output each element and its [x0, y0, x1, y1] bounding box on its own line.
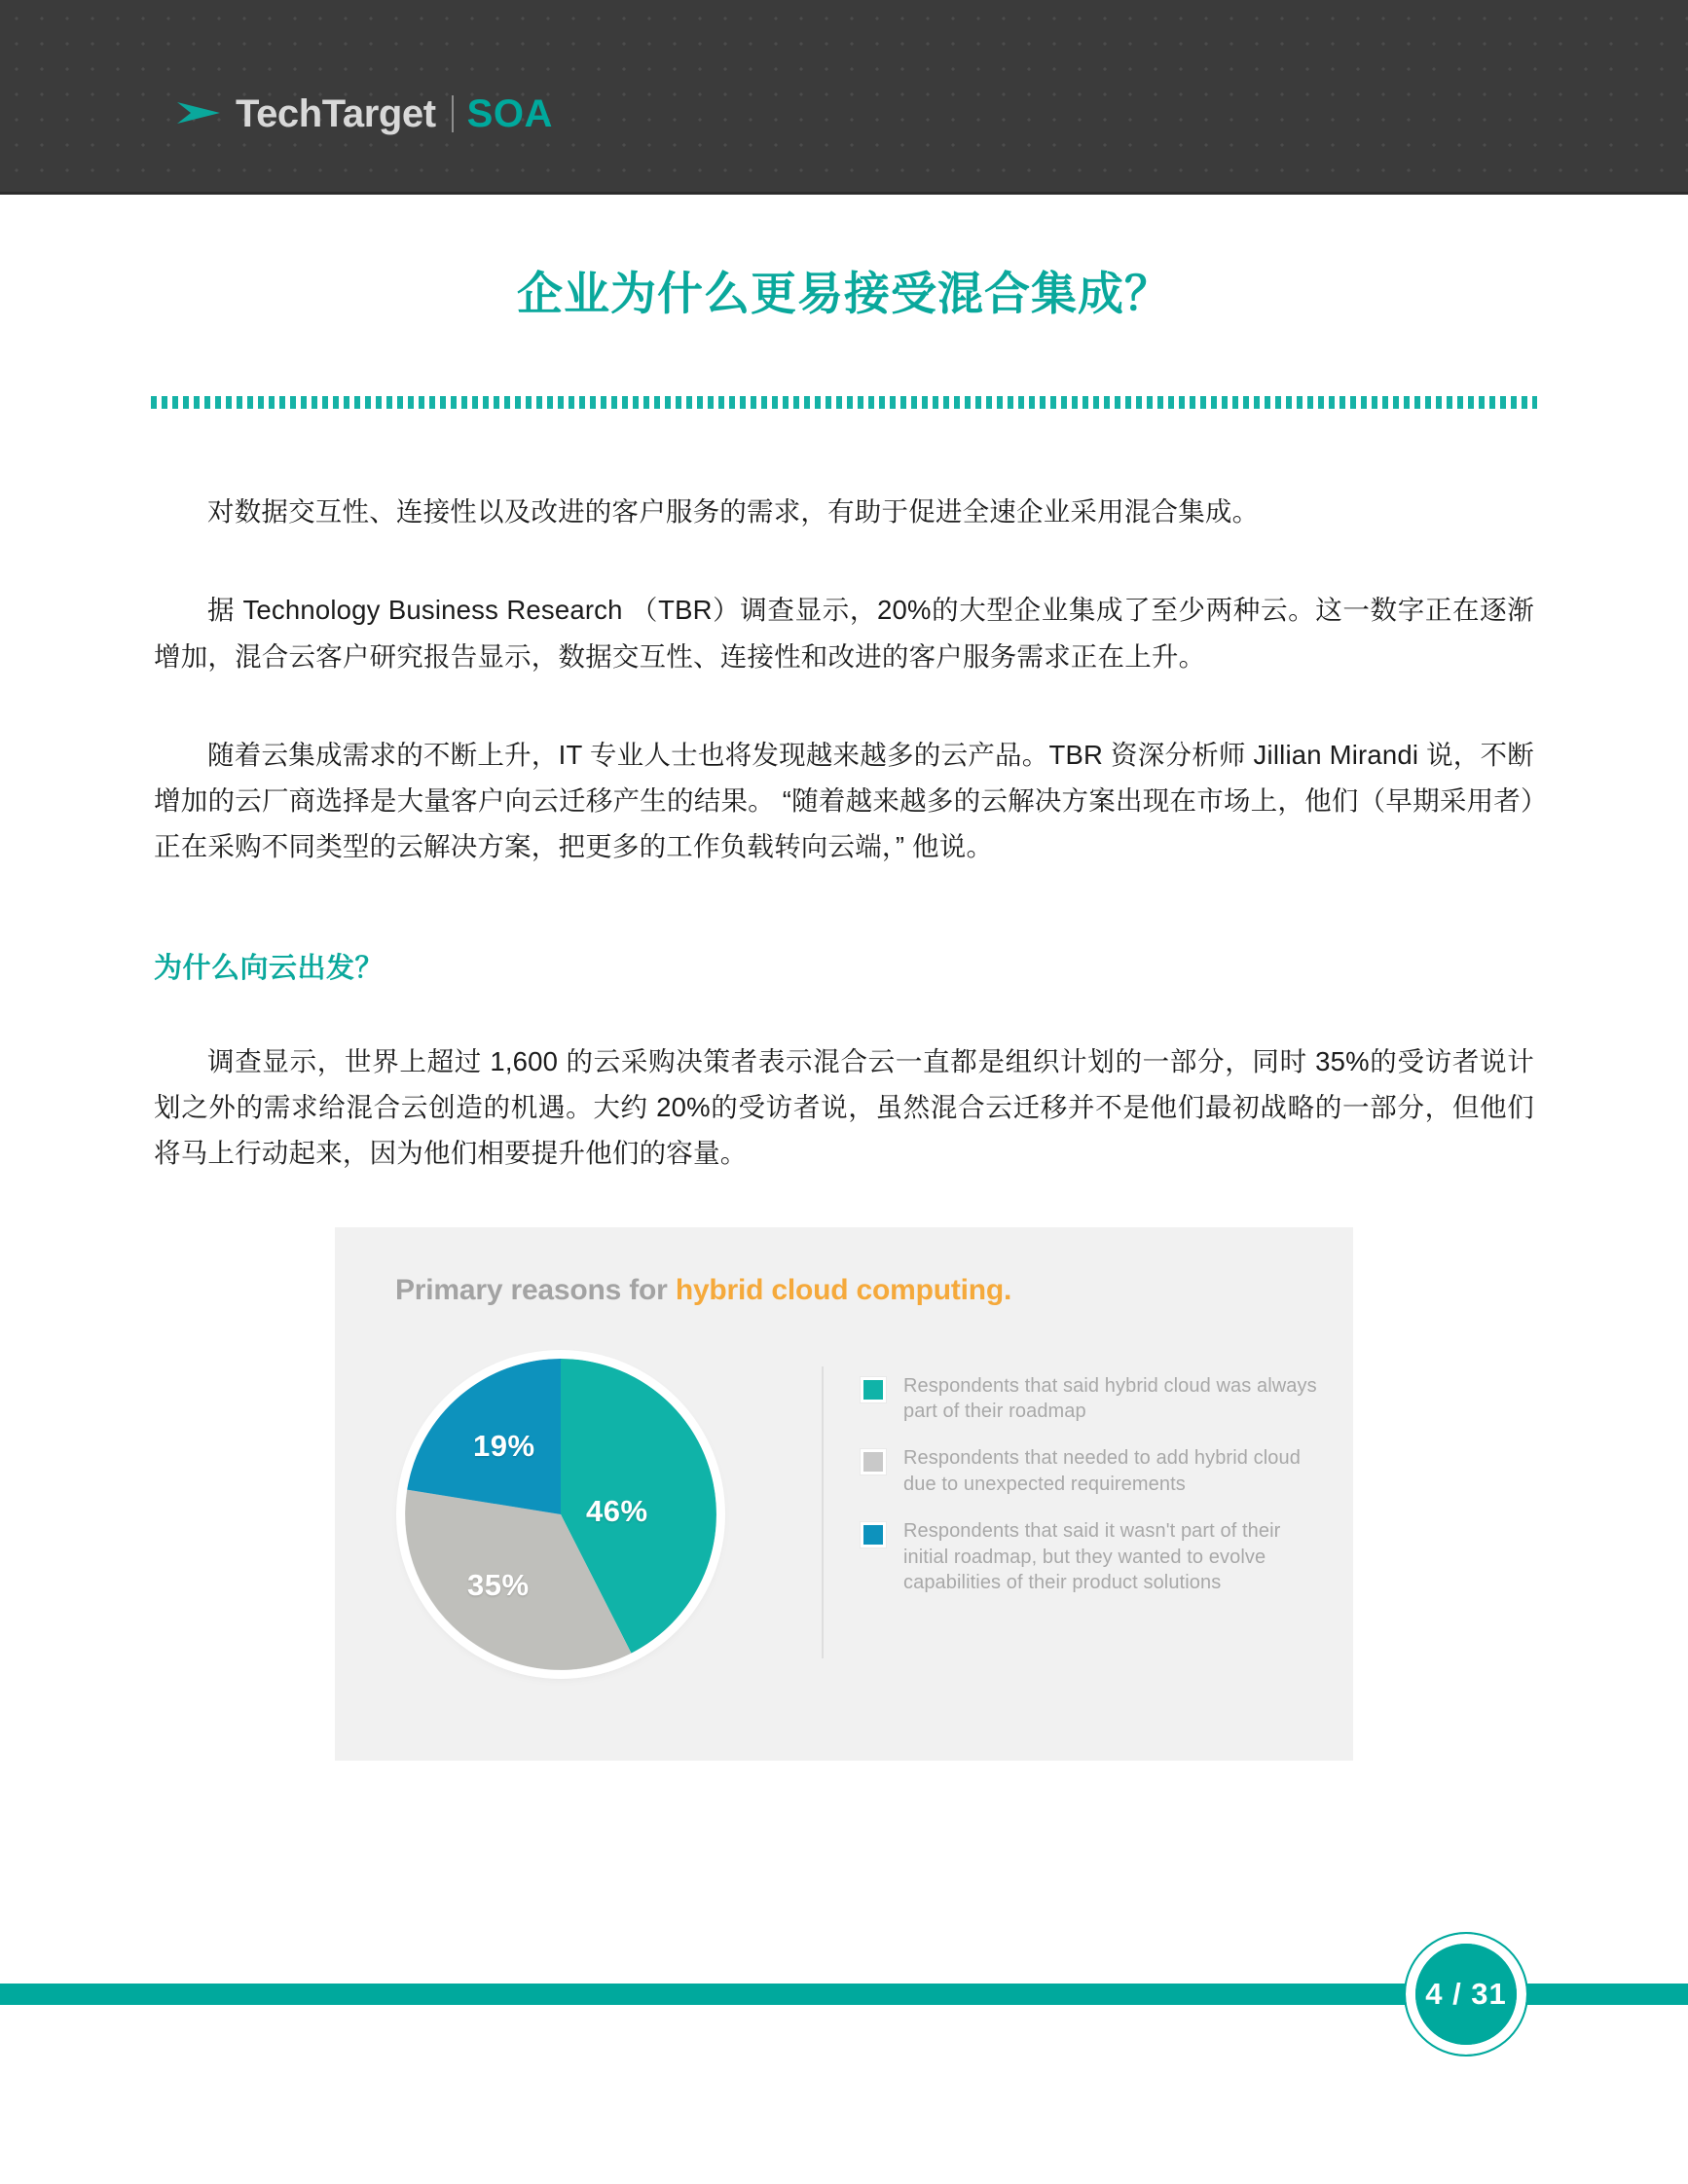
brand-separator: [452, 95, 454, 132]
pie-chart: [405, 1359, 716, 1670]
article-body: [151, 489, 1537, 1177]
pie-area: [395, 1359, 755, 1690]
brand-logo[interactable]: [175, 92, 553, 135]
page-title: 企业为什么更易接受混合集成？: [517, 268, 1171, 319]
chart-legend: [861, 1373, 1318, 1618]
pie-value-label-0: 46%: [586, 1493, 648, 1528]
page-number-badge: [1404, 1932, 1528, 2057]
legend-swatch-gray: [861, 1449, 886, 1474]
pie-svg: [405, 1359, 716, 1670]
paragraph-3: 随着云集成需求的不断上升，IT 专业人士也将发现越来越多的云产品。TBR 资深分析师 Jillian Mirandi 说，不断增加的云厂商选择是大量客户向云迁移产生的结果。 “随着越来越多的云解决方案出现在市场上，他们（早期采用者）正在采购不同类型的云解决方案，把更多的工作负载转向云端，” 他说。: [154, 739, 1534, 862]
chart-title-highlight: hybrid cloud computing.: [675, 1273, 1012, 1306]
pie-chart-figure: [335, 1227, 1353, 1761]
chart-legend-divider: [822, 1366, 824, 1658]
pie-value-label-2: 19%: [473, 1428, 535, 1463]
brand-logo-text: [236, 94, 553, 133]
legend-label-0: Respondents that said hybrid cloud was always part of their roadmap: [903, 1374, 1317, 1423]
legend-swatch-blue: [861, 1522, 886, 1547]
page-content: [0, 195, 1688, 1761]
legend-swatch-teal: [861, 1377, 886, 1402]
legend-item: [861, 1373, 1318, 1426]
chart-title-plain: Primary reasons for: [395, 1273, 676, 1306]
sub-brand-name: SOA: [466, 92, 553, 135]
chart-title: [395, 1274, 1011, 1307]
section-subheading: 为什么向云出发？: [154, 952, 385, 984]
legend-item: [861, 1518, 1318, 1596]
pie-value-label-1: 35%: [467, 1567, 530, 1602]
legend-label-1: Respondents that needed to add hybrid cloud due to unexpected requirements: [903, 1447, 1301, 1496]
legend-label-2: Respondents that said it wasn't part of their initial roadmap, but they wanted to evolve capabilities of their product solutions: [903, 1519, 1281, 1594]
page-header-band: [0, 0, 1688, 195]
title-divider: [151, 396, 1537, 409]
arrow-right-icon: [175, 96, 222, 129]
paragraph-1: 对数据交互性、连接性以及改进的客户服务的需求，有助于促进全速企业采用混合集成。: [207, 496, 1260, 527]
paragraph-4: 调查显示，世界上超过 1,600 的云采购决策者表示混合云一直都是组织计划的一部分，同时 35%的受访者说计划之外的需求给混合云创造的机遇。大约 20%的受访者说，虽然混合云迁移并不是他们最初战略的一部分，但他们将马上行动起来，因为他们相要提升他们的容量。: [154, 1045, 1534, 1169]
brand-name: TechTarget: [236, 92, 436, 135]
page-number-label: 4 / 31: [1415, 1944, 1517, 2045]
paragraph-2: 据 Technology Business Research （TBR）调查显示，20%的大型企业集成了至少两种云。这一数字正在逐渐增加，混合云客户研究报告显示，数据交互性、连接性和改进的客户服务需求正在上升。: [154, 595, 1534, 672]
legend-item: [861, 1445, 1318, 1498]
